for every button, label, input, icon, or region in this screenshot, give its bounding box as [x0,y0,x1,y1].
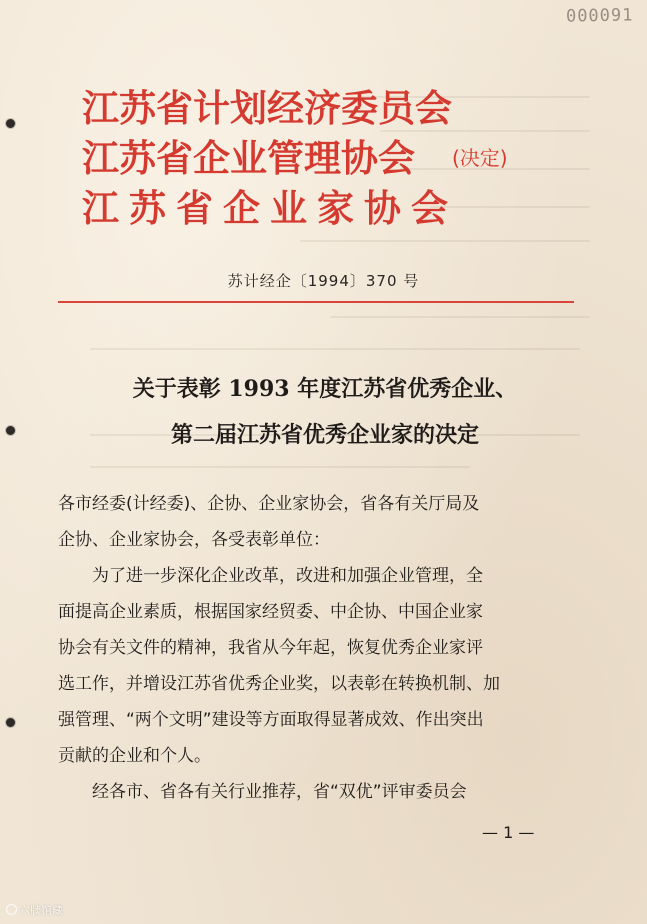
paragraph-line: 协会有关文件的精神，我省从今年起，恢复优秀企业家评 [58,638,483,658]
punch-hole-icon [6,426,15,435]
paragraph-line: 经各市、省各有关行业推荐，省“双优”评审委员会 [92,782,467,802]
source-watermark [6,902,63,918]
watermark-logo-icon [6,904,17,915]
punch-hole-icon [6,119,15,128]
paragraph-2 [58,774,578,810]
letterhead-divider [58,301,574,303]
paragraph-line: 面提高企业素质，根据国家经贸委、中企协、中国企业家 [58,602,483,622]
title-line-2: 第二届江苏省优秀企业家的决定 [170,422,479,448]
issuer-enterprise-management-association: 江苏省企业管理协会 [82,137,415,180]
archive-number-stamp: 000091 [565,5,634,27]
paragraph-1 [58,558,578,774]
paragraph-line: 为了进一步深化企业改革，改进和加强企业管理，全 [92,566,483,586]
salutation [58,486,578,558]
paragraph-line: 贡献的企业和个人。 [58,746,211,766]
punch-hole-icon [6,718,15,727]
salutation-line: 各市经委(计经委)、企协、企业家协会，省各有关厅局及 [58,494,480,514]
page-number: — 1 — [482,823,535,842]
watermark-text: 六牍馆藏 [19,904,63,917]
paragraph-line: 强管理、“两个文明”建设等方面取得显著成效、作出突出 [58,710,484,730]
title-line-1: 关于表彰 1993 年度江苏省优秀企业、 [132,376,518,402]
document-body [58,486,578,810]
issuer-planning-committee: 江苏省计划经济委员会 [82,87,452,130]
paragraph-line: 选工作，并增设江苏省优秀企业奖，以表彰在转换机制、加 [58,674,500,694]
document-type-label: (决定) [452,146,508,170]
issuer-entrepreneurs-association: 江苏省企业家协会 [82,187,458,230]
salutation-line: 企协、企业家协会，各受表彰单位： [58,530,330,550]
document-title [60,366,590,458]
document-number: 苏计经企〔1994〕370 号 [227,272,420,290]
